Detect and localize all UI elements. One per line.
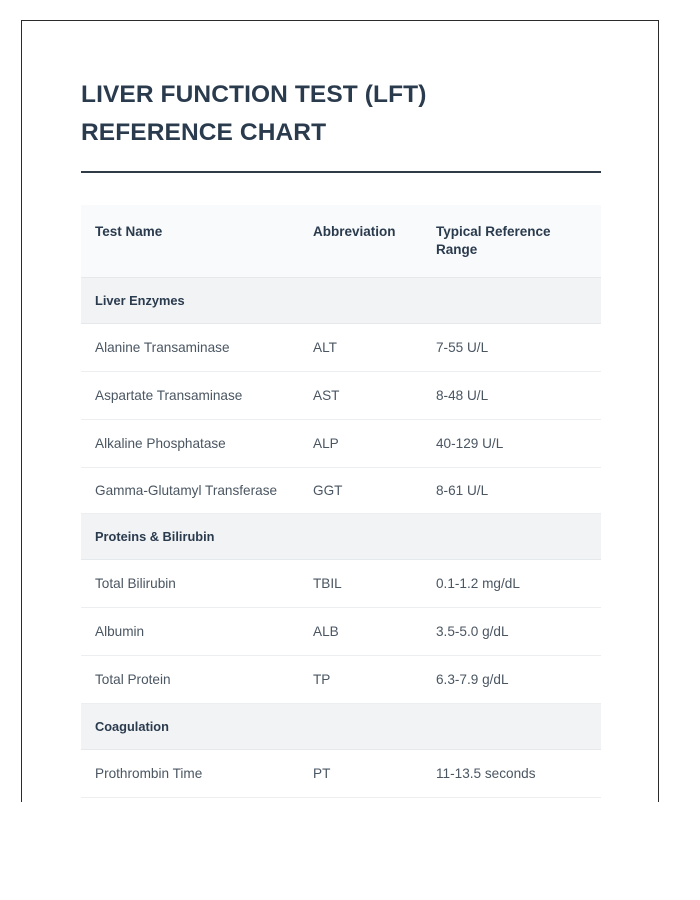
cell-abbreviation: TBIL: [313, 560, 436, 608]
column-header-abbreviation: Abbreviation: [313, 205, 436, 278]
table-row: [81, 468, 601, 514]
table-row: [81, 372, 601, 420]
table-header-row: [81, 205, 601, 278]
cell-reference-range: 7-55 U/L: [436, 324, 601, 372]
cell-abbreviation: ALB: [313, 608, 436, 656]
cell-abbreviation: ALP: [313, 420, 436, 468]
column-header-test-name: Test Name: [81, 205, 313, 278]
cell-test-name: Total Protein: [81, 656, 313, 704]
cell-test-name: Prothrombin Time: [81, 750, 313, 798]
cell-abbreviation: AST: [313, 372, 436, 420]
cell-abbreviation: GGT: [313, 468, 436, 514]
cell-test-name: Albumin: [81, 608, 313, 656]
table-row: [81, 324, 601, 372]
table-row: [81, 656, 601, 704]
cell-abbreviation: PT: [313, 750, 436, 798]
cell-test-name: Total Bilirubin: [81, 560, 313, 608]
document-page: [21, 20, 659, 802]
table-row: [81, 608, 601, 656]
cell-reference-range: 8-48 U/L: [436, 372, 601, 420]
table-header: [81, 205, 601, 278]
cell-reference-range: 6.3-7.9 g/dL: [436, 656, 601, 704]
cell-test-name: Alkaline Phosphatase: [81, 420, 313, 468]
cell-test-name: Alanine Transaminase: [81, 324, 313, 372]
table-section-row: [81, 278, 601, 324]
cell-abbreviation: ALT: [313, 324, 436, 372]
table-section-row: [81, 514, 601, 560]
table-section-row: [81, 704, 601, 750]
cell-test-name: Gamma-Glutamyl Transferase: [81, 468, 313, 514]
section-label: Proteins & Bilirubin: [81, 514, 601, 560]
table-row: [81, 750, 601, 798]
section-label: Liver Enzymes: [81, 278, 601, 324]
cell-test-name: Aspartate Transaminase: [81, 372, 313, 420]
column-header-reference-range: Typical Reference Range: [436, 205, 601, 278]
page-title: LIVER FUNCTION TEST (LFT) REFERENCE CHART: [81, 81, 427, 146]
cell-reference-range: 40-129 U/L: [436, 420, 601, 468]
table-body: [81, 278, 601, 798]
cell-reference-range: 8-61 U/L: [436, 468, 601, 514]
cell-abbreviation: TP: [313, 656, 436, 704]
table-row: [81, 560, 601, 608]
title-divider: [81, 171, 601, 173]
cell-reference-range: 3.5-5.0 g/dL: [436, 608, 601, 656]
section-label: Coagulation: [81, 704, 601, 750]
page-content: [81, 76, 602, 798]
cell-reference-range: 0.1-1.2 mg/dL: [436, 560, 601, 608]
cell-reference-range: 11-13.5 seconds: [436, 750, 601, 798]
table-row: [81, 420, 601, 468]
lft-reference-table: [81, 205, 601, 798]
